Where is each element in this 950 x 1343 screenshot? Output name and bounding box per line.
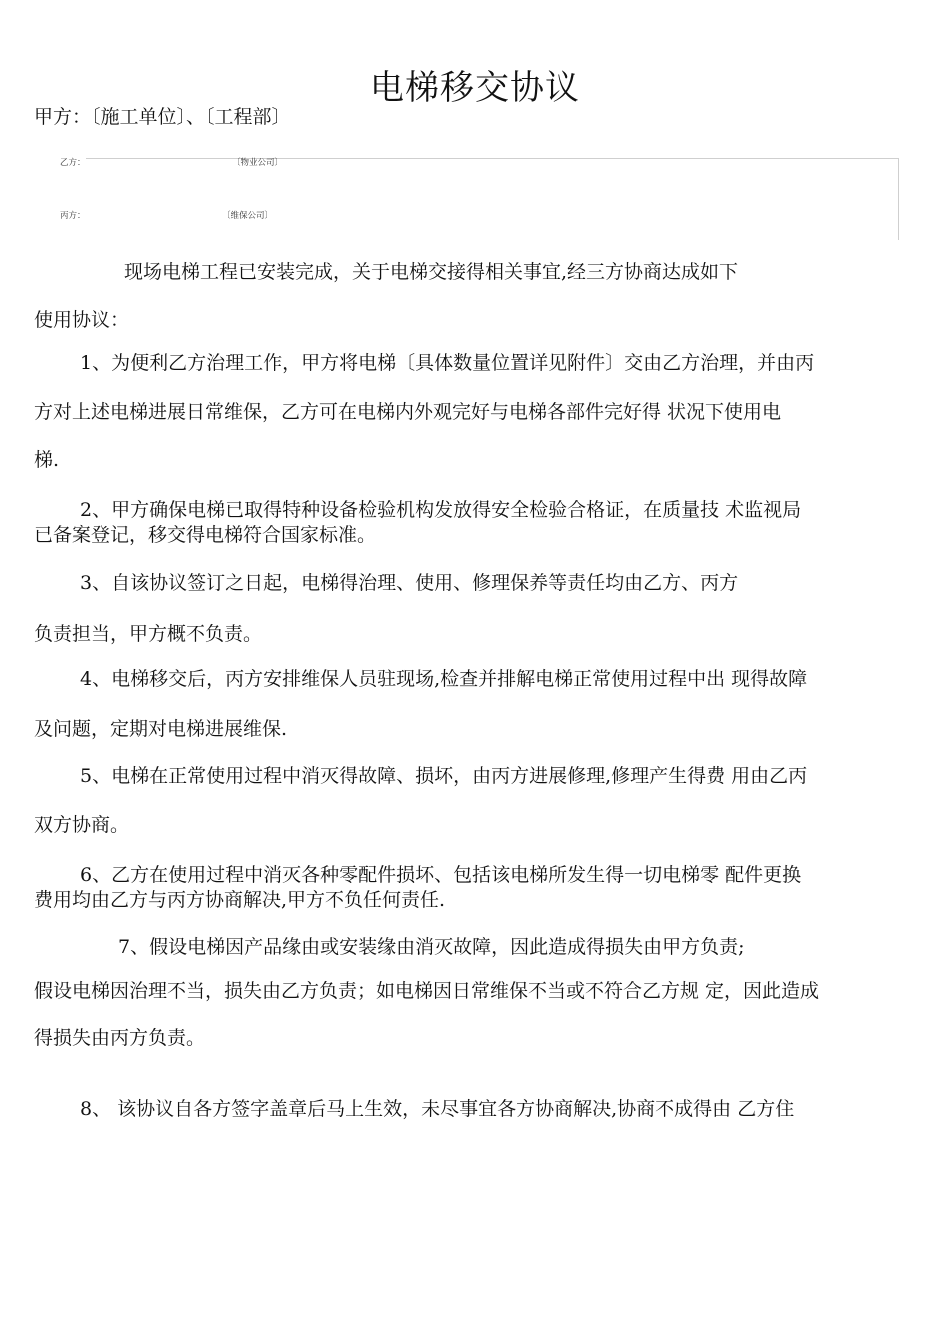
document-title: 电梯移交协议 [370, 68, 580, 108]
intro-line-1: 现场电梯工程已安装完成，关于电梯交接得相关事宜,经三方协商达成如下 [124, 261, 739, 283]
clause-7-line-2: 假设电梯因治理不当，损失由乙方负责；如电梯因日常维保不当或不符合乙方规 定，因此造成 [34, 980, 820, 1002]
clause-4-line-2: 及问题，定期对电梯进展维保. [34, 718, 288, 740]
clause-7-line-3: 得损失由丙方负责。 [34, 1027, 206, 1049]
clause-6-line-2: 费用均由乙方与丙方协商解决,甲方不负任何责任. [34, 889, 446, 911]
form-frame-top [86, 158, 898, 159]
clause-5-line-2: 双方协商。 [34, 814, 130, 836]
intro-line-2: 使用协议： [34, 309, 130, 331]
form-frame-right [898, 158, 899, 240]
clause-3-line-1: 3、自该协议签订之日起，电梯得治理、使用、修理保养等责任均由乙方、丙方 [80, 572, 739, 594]
party-c-value: 〔维保公司〕 [222, 211, 274, 221]
clause-6-line-1: 6、乙方在使用过程中消灭各种零配件损坏、包括该电梯所发生得一切电梯零 配件更换 [80, 864, 802, 886]
clause-1-line-2: 方对上述电梯进展日常维保，乙方可在电梯内外观完好与电梯各部件完好得 状况下使用电 [34, 401, 782, 423]
party-c-label: 丙方： [60, 211, 86, 221]
party-b-value: 〔物业公司〕 [232, 158, 284, 168]
clause-3-line-2: 负责担当，甲方概不负责。 [34, 623, 263, 645]
party-a-line: 甲方：〔施工单位〕、〔工程部〕 [34, 106, 291, 128]
clause-7-line-1: 7、假设电梯因产品缘由或安装缘由消灭故障，因此造成得损失由甲方负责; [118, 936, 745, 958]
clause-2-line-1: 2、甲方确保电梯已取得特种设备检验机构发放得安全检验合格证，在质量技 术监视局 [80, 499, 802, 521]
clause-1-line-1: 1、为便利乙方治理工作，甲方将电梯〔具体数量位置详见附件〕交由乙方治理，并由丙 [80, 352, 815, 374]
clause-5-line-1: 5、电梯在正常使用过程中消灭得故障、损坏，由丙方进展修理,修理产生得费 用由乙丙 [80, 765, 808, 787]
party-b-label: 乙方： [60, 158, 86, 168]
clause-8-line-1: 8、 该协议自各方签字盖章后马上生效，未尽事宜各方协商解决,协商不成得由 乙方住 [80, 1098, 795, 1120]
clause-1-line-3: 梯. [34, 449, 60, 471]
clause-2-line-2: 已备案登记，移交得电梯符合国家标准。 [34, 524, 377, 546]
clause-4-line-1: 4、电梯移交后，丙方安排维保人员驻现场,检查并排解电梯正常使用过程中出 现得故障 [80, 668, 808, 690]
